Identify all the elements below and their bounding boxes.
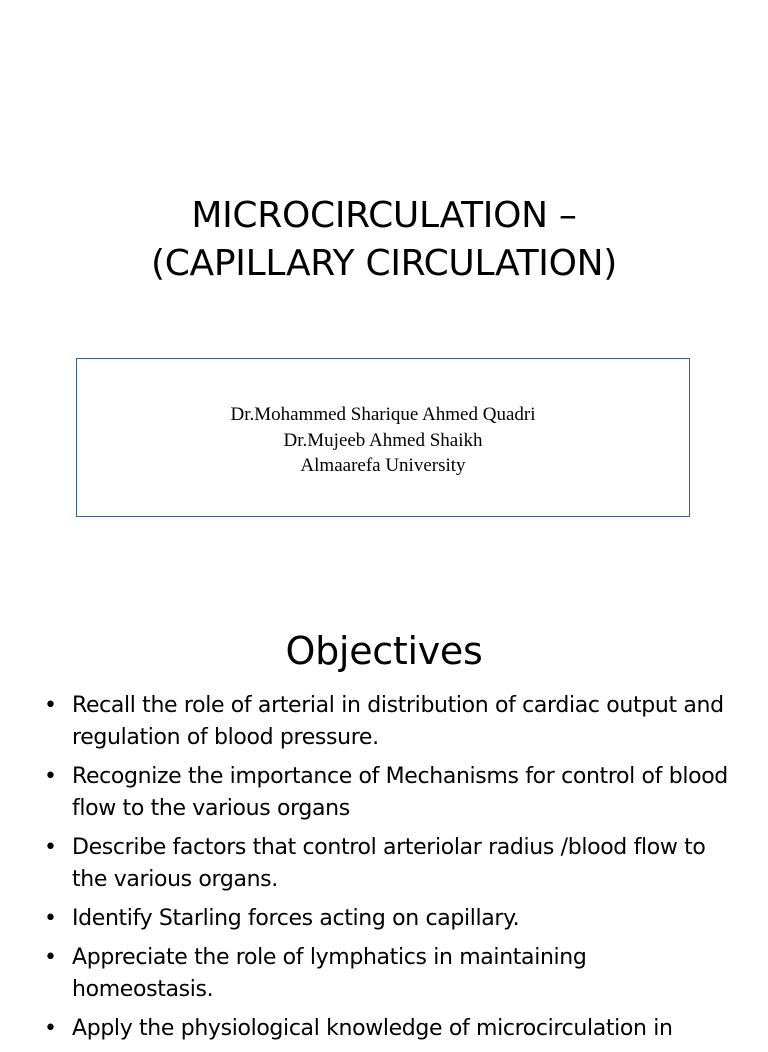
- list-item-text: Recall the role of arterial in distribution of cardiac output and regulation of blood pressure.: [72, 693, 724, 750]
- author-name-2: Dr.Mujeeb Ahmed Shaikh: [283, 429, 483, 451]
- bullet-icon: •: [44, 764, 57, 789]
- list-item: [42, 903, 732, 935]
- objectives-slide: [0, 576, 768, 1041]
- list-item: [42, 1013, 732, 1045]
- list-item-text: Describe factors that control arteriolar radius /blood flow to the various organs.: [72, 835, 706, 892]
- author-box: [76, 358, 690, 517]
- list-item-text: Apply the physiological knowledge of microcirculation in: [72, 1016, 673, 1041]
- bullet-icon: •: [44, 693, 57, 718]
- slide-title-line-2: (CAPILLARY CIRCULATION): [150, 243, 618, 284]
- author-name-1: Dr.Mohammed Sharique Ahmed Quadri: [230, 404, 536, 425]
- institution-name: Almaarefa University: [300, 455, 466, 476]
- list-item: [42, 942, 732, 1006]
- list-item: [42, 832, 732, 896]
- objectives-heading: Objectives: [285, 629, 483, 673]
- bullet-icon: •: [44, 835, 57, 860]
- list-item-text: Recognize the importance of Mechanisms for control of blood flow to the various organs: [72, 764, 728, 821]
- list-item: [42, 761, 732, 825]
- list-item: [42, 690, 732, 754]
- list-item-text: Identify Starling forces acting on capillary.: [72, 906, 520, 931]
- list-item-text: Appreciate the role of lymphatics in maintaining homeostasis.: [72, 945, 587, 1002]
- bullet-icon: •: [44, 945, 57, 970]
- slide-title-line-1: MICROCIRCULATION –: [191, 195, 577, 236]
- bullet-icon: •: [44, 906, 57, 931]
- bullet-icon: •: [44, 1016, 57, 1041]
- slide-title: [0, 192, 768, 288]
- objectives-list: [42, 690, 732, 1052]
